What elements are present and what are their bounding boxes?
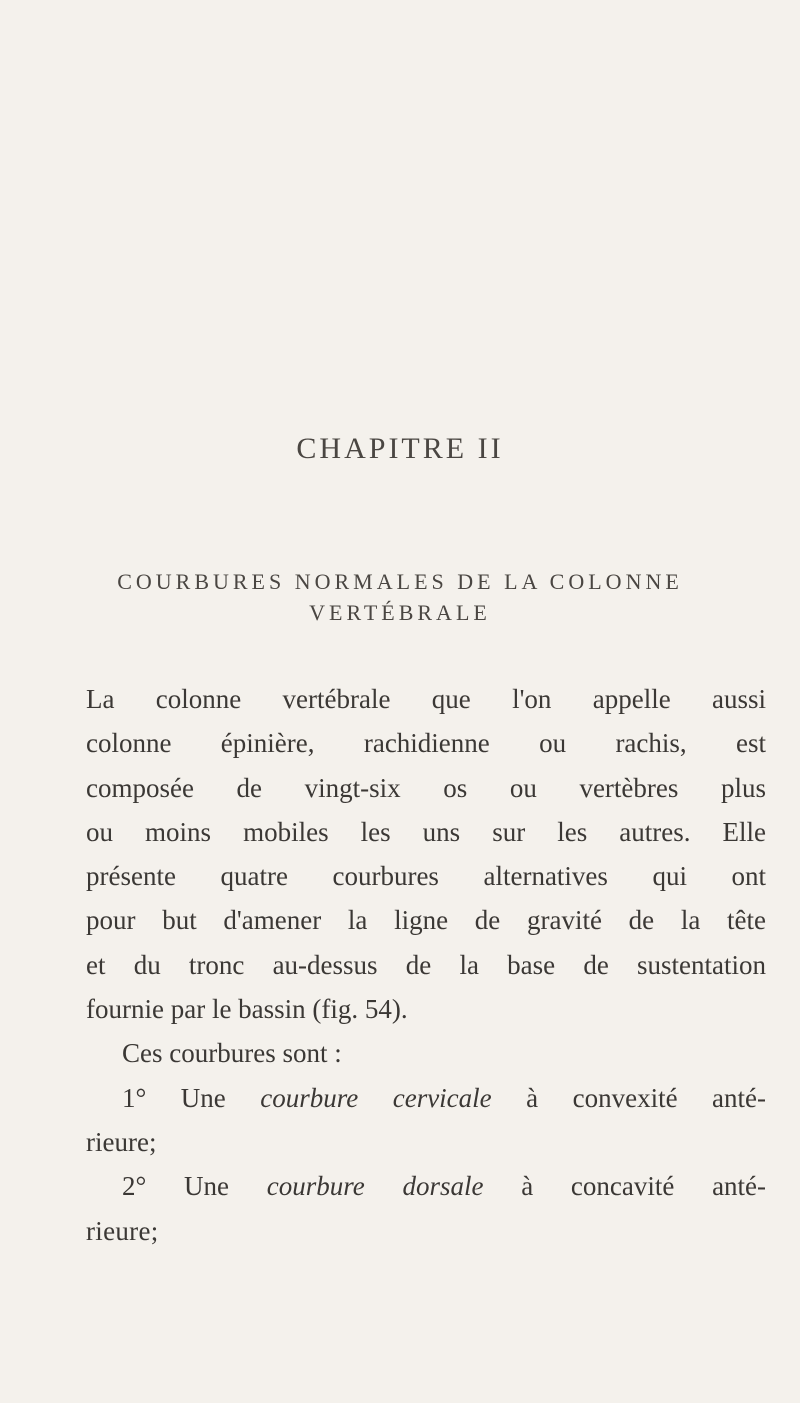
list-item-2-continuation: rieure;: [86, 1215, 159, 1246]
paragraph-line: composée de vingt-six os ou vertèbres plus: [86, 772, 766, 803]
section-title-line-2: VERTÉBRALE: [309, 600, 491, 625]
section-title-line-1: COURBURES NORMALES DE LA COLONNE: [117, 569, 683, 594]
list-item-term: courbure dorsale: [266, 1171, 484, 1202]
list-item-rest: à convexité anté-: [526, 1082, 766, 1113]
list-item-1-continuation: rieure;: [86, 1126, 157, 1157]
list-item-number: 2°: [122, 1171, 147, 1202]
list-item-2: [86, 1164, 766, 1208]
paragraph-intro: Ces courbures sont :: [122, 1038, 342, 1069]
chapter-title: CHAPITRE II: [296, 432, 504, 465]
paragraph-line: ou moins mobiles les uns sur les autres. Elle: [86, 816, 766, 847]
paragraph-line: colonne épinière, rachidienne ou rachis, est: [86, 728, 766, 759]
list-item-term: courbure cervicale: [260, 1082, 492, 1113]
section-title: [0, 566, 800, 628]
paragraph-line: pour but d'amener la ligne de gravité de la tête: [86, 905, 766, 936]
list-item-number: 1°: [122, 1082, 147, 1113]
paragraph-line: présente quatre courbures alternatives qui ont: [86, 861, 766, 892]
list-item-1: [86, 1076, 766, 1120]
list-item-article: Une: [180, 1082, 226, 1113]
list-item-article: Une: [184, 1171, 230, 1202]
list-item-rest: à concavité anté-: [521, 1171, 767, 1202]
body-text: [86, 677, 766, 1253]
paragraph-line: et du tronc au-dessus de la base de sustentation: [86, 949, 766, 980]
paragraph-line: La colonne vertébrale que l'on appelle aussi: [86, 684, 766, 714]
paragraph-line: fournie par le bassin (fig. 54).: [86, 994, 408, 1025]
